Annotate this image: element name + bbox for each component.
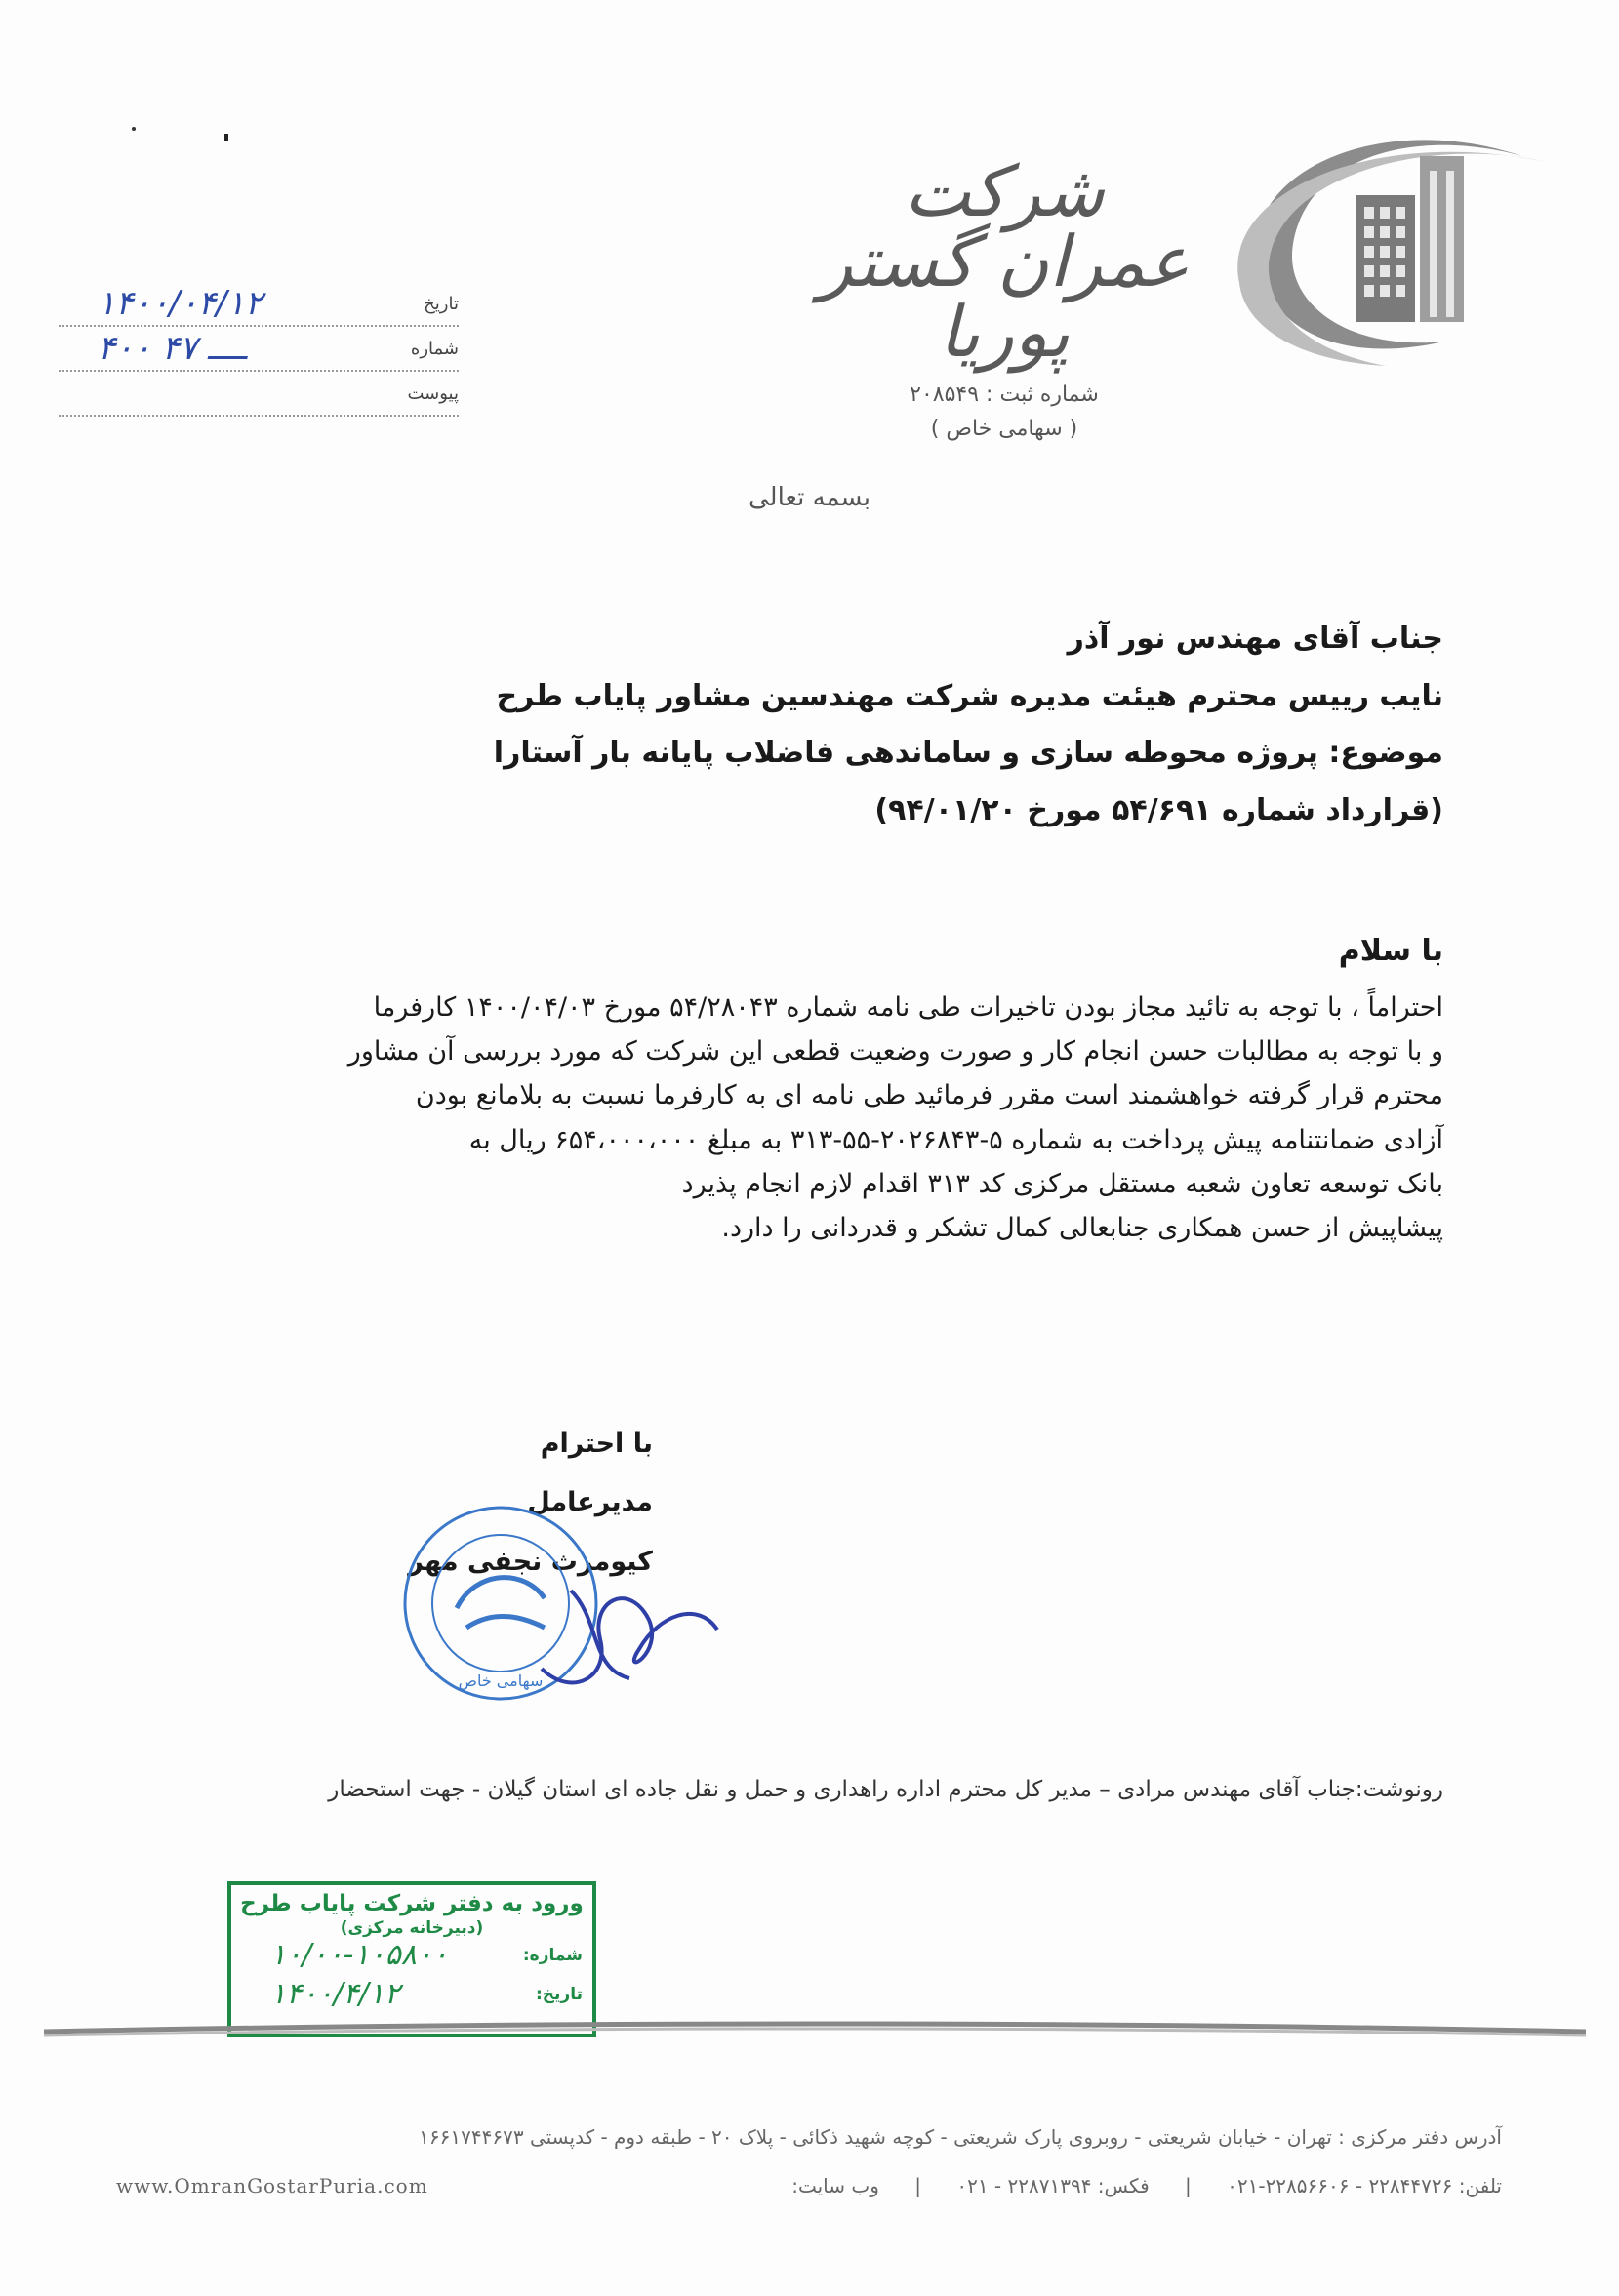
recipient-line: جناب آقای مهندس نور آذر [1067,622,1443,656]
closing-title: مدیرعامل [527,1487,653,1518]
recipient-block [175,620,1443,830]
body-line: احتراماً ، با توجه به تائید مجاز بودن تاخیرات طی نامه شماره ۵۴/۲۸۰۴۳ مورخ ۱۴۰۰/۰۴/۰۳ کارفرما [373,991,1443,1023]
meta-number-label: شماره [410,339,459,359]
body-line: بانک توسعه تعاون شعبه مستقل مرکزی کد ۳۱۳ اقدام لازم انجام پذیرد [681,1168,1443,1199]
registration-number: شماره ثبت : ۲۰۸۵۴۹ [910,383,1099,407]
greeting: با سلام [1338,934,1443,968]
receipt-date-label: تاریخ: [536,1985,583,2004]
body-line: محترم قرار گرفته خواهشمند است مقرر فرمائید طی نامه ای به کارفرما نسبت به بلامانع بودن [415,1080,1443,1111]
footer-website-label: وب سایت: [791,2174,879,2197]
meta-date-label: تاریخ [424,294,459,314]
body-paragraph [175,986,1443,1251]
receipt-subtitle: (دبیرخانه مرکزی) [340,1918,484,1938]
footer-website[interactable]: www.OmranGostarPuria.com [116,2174,428,2197]
recipient-line: نایب رییس محترم هیئت مدیره شرکت مهندسین مشاور پایاب طرح [496,678,1443,713]
receipt-number-row [231,1938,592,1977]
closing-regards: با احترام [540,1429,653,1459]
company-type: ( سهامی خاص ) [930,417,1078,441]
company-name: شرکت عمران گستر پوریا [818,150,1191,373]
body-line: پیشاپیش از حسن همکاری جنابعالی کمال تشکر و قدردانی را دارد. [721,1213,1443,1244]
seal-text: سهامی خاص [458,1672,544,1690]
letterhead-company [799,150,1209,441]
letter-body [175,932,1443,1251]
receipt-stamp [227,1881,596,2037]
receipt-number-label: شماره: [522,1946,583,1965]
receipt-date-row [231,1977,592,2016]
meta-number-value: ۴۰۰ ــــ ۴۷ [98,329,247,368]
body-line: و با توجه به مطالبات حسن انجام کار و صورت وضعیت قطعی این شرکت که مورد بررسی آن مشاور [347,1035,1443,1067]
footer-fax: فکس: ۲۲۸۷۱۳۹۴ - ۰۲۱ [956,2174,1150,2197]
footer-phone: تلفن: ۲۲۸۴۴۷۲۶ - ۲۲۸۵۶۶۰۶-۰۲۱ [1227,2174,1502,2197]
footer-address: آدرس دفتر مرکزی : تهران - خیابان شریعتی - روبروی پارک شریعتی - کوچه شهید ذکائی - پلاک ۲۰ - طبقه دوم - کدپستی ۱۶۶۱۷۴۴۶۷۳ [419,2125,1502,2149]
receipt-title: ورود به دفتر شرکت پایاب طرح [240,1891,584,1916]
footer-contact: تلفن: ۲۲۸۴۴۷۲۶ - ۲۲۸۵۶۶۰۶-۰۲۱ | فکس: ۲۲۸۷۱۳۹۴ - ۰۲۱ | وب سایت: www.OmranGostarPuria.com [116,2174,1502,2197]
meta-attachment-row [59,378,459,417]
subject-line: موضوع: پروژه محوطه سازی و ساماندهی فاضلاب پایانه بار آستارا [493,736,1443,770]
speck [132,127,136,131]
letter-meta [59,284,459,423]
receipt-date-value: ۱۴۰۰/۴/۱۲ [270,1977,401,2011]
footer-divider [44,2020,1586,2041]
speck [224,134,228,141]
basmala: بسمه تعالی [749,483,870,512]
signature-icon [532,1561,737,1708]
body-line: آزادی ضمانتنامه پیش پرداخت به شماره ۵-۲۰۲۶۸۴۳-۵۵-۳۱۳ به مبلغ ۶۵۴،۰۰۰،۰۰۰ ریال به [468,1124,1443,1155]
contract-line: (قرارداد شماره ۵۴/۶۹۱ مورخ ۹۴/۰۱/۲۰) [874,792,1443,827]
closing-name: کیومرث نجفی مهر [408,1546,653,1577]
meta-attachment-label: پیوست [407,383,459,404]
meta-number-row [59,329,459,372]
carbon-copy: رونوشت:جناب آقای مهندس مرادی – مدیر کل محترم اداره راهداری و حمل و نقل جاده ای استان گیلان - جهت استحضار [328,1777,1443,1802]
meta-date-row [59,284,459,327]
company-logo-icon [1200,117,1571,371]
meta-date-value: ۱۴۰۰/۰۴/۱۲ [98,284,263,323]
receipt-number-value: ۱۰/۰۰-۱۰۵۸۰۰ [270,1938,449,1972]
